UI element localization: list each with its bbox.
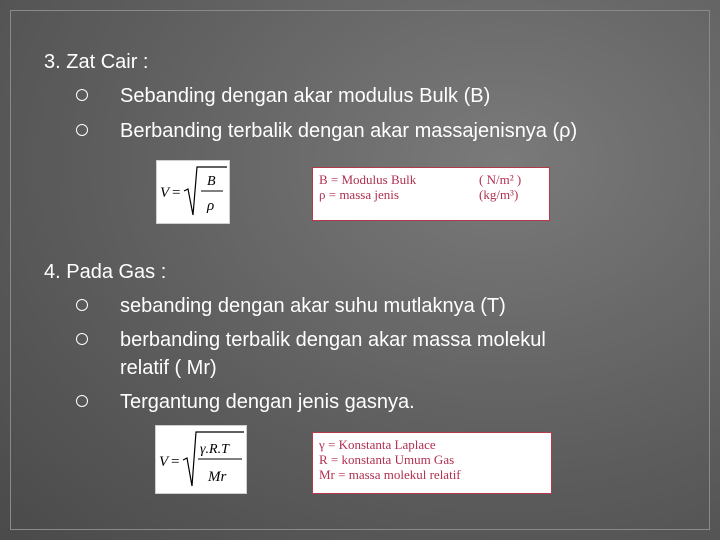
- formula-gas-svg: [156, 426, 246, 493]
- svg-text:V: V: [159, 454, 169, 470]
- svg-text:B: B: [207, 174, 216, 189]
- svg-text:γ.R.T: γ.R.T: [200, 442, 229, 457]
- section4-bullet-1: sebanding dengan akar suhu mutlaknya (T): [120, 295, 506, 317]
- formula-gas-speed: [155, 425, 247, 494]
- bullet-circle-icon: [76, 124, 88, 136]
- legend-unit: ( N/m² ): [479, 172, 522, 187]
- liquid-legend-box: [312, 167, 550, 221]
- section4-bullet-2: berbanding terbalik dengan akar massa molekul: [120, 329, 546, 351]
- section4-bullet-3: Tergantung dengan jenis gasnya.: [120, 391, 415, 413]
- legend-label: B = Modulus Bulk: [319, 172, 417, 187]
- svg-text:Mr: Mr: [208, 469, 227, 485]
- section4-heading: 4. Pada Gas :: [44, 261, 167, 283]
- section3-bullet-2: Berbanding terbalik dengan akar massajenisnya (ρ): [120, 120, 578, 142]
- svg-text:=: =: [172, 185, 181, 201]
- svg-text:V: V: [160, 185, 170, 201]
- legend-row: γ = Konstanta Laplace: [319, 437, 436, 452]
- section3-bullet-1: Sebanding dengan akar modulus Bulk (B): [120, 85, 491, 107]
- legend-label: ρ = massa jenis: [319, 187, 399, 202]
- legend-row: [319, 187, 543, 202]
- section4-bullet-2-cont: relatif ( Mr): [120, 357, 217, 379]
- svg-text:ρ: ρ: [207, 198, 215, 214]
- formula-liquid-speed: [156, 160, 230, 224]
- legend-row: [319, 172, 543, 187]
- bullet-circle-icon: [76, 89, 88, 101]
- legend-unit: (kg/m³): [479, 187, 519, 202]
- formula-liquid-svg: [157, 161, 229, 223]
- gas-legend-box: [312, 432, 552, 494]
- legend-row: Mr = massa molekul relatif: [319, 467, 461, 482]
- section3-heading: 3. Zat Cair :: [44, 51, 149, 73]
- bullet-circle-icon: [76, 395, 88, 407]
- svg-text:=: =: [171, 454, 180, 470]
- legend-row: R = konstanta Umum Gas: [319, 452, 455, 467]
- bullet-circle-icon: [76, 333, 88, 345]
- bullet-circle-icon: [76, 299, 88, 311]
